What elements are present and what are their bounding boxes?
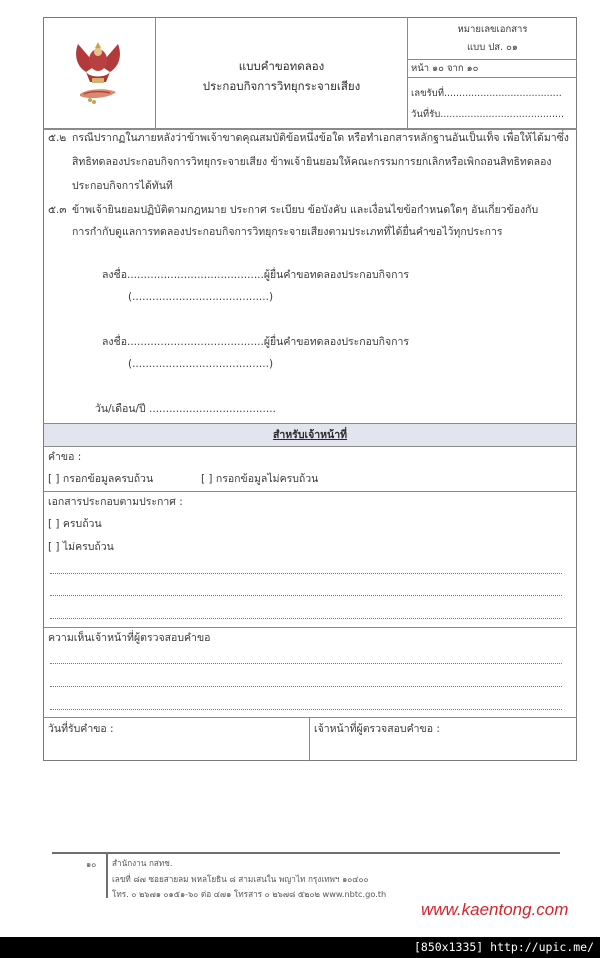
receipt-date-field[interactable]: วันที่รับ......................................... xyxy=(411,109,565,120)
signature-2-line[interactable]: ลงชื่อ.........................................ผู้ยื่นคำขอทดลองประกอบกิจการ xyxy=(102,336,410,348)
footer-rule xyxy=(52,852,560,854)
image-host-text: [850x1335] http://upic.me/ xyxy=(413,940,594,954)
form-title-line2: ประกอบกิจการวิทยุกระจายเสียง xyxy=(202,79,361,93)
image-host-bar xyxy=(0,937,600,958)
checkbox-incomplete-data[interactable]: [ ] กรอกข้อมูลไม่ครบถ้วน xyxy=(201,473,319,485)
opinion-line-1[interactable] xyxy=(50,663,562,664)
checkbox-docs-incomplete[interactable]: [ ] ไม่ครบถ้วน xyxy=(48,541,114,553)
request-row-rule xyxy=(43,491,577,492)
bottom-row-divider xyxy=(309,717,310,761)
header-rule-page xyxy=(407,77,577,78)
receipt-number-field[interactable]: เลขรับที่....................................... xyxy=(411,88,562,99)
documents-row-rule xyxy=(43,627,577,628)
garuda-emblem-icon xyxy=(70,38,126,108)
footer-vertical-rule xyxy=(106,852,108,898)
opinion-row-rule xyxy=(43,717,577,718)
clause-5-3-line1: ข้าพเจ้ายินยอมปฏิบัติตามกฎหมาย ประกาศ ระเบียบ ข้อบังคับ และเงื่อนไขข้อกำหนดใดๆ อันเกี่ยวข้องกับ xyxy=(72,204,539,216)
signature-1-line[interactable]: ลงชื่อ.........................................ผู้ยื่นคำขอทดลองประกอบกิจการ xyxy=(102,269,410,281)
clause-5-3-number: ๕.๓ xyxy=(48,204,67,216)
doc-form-code: แบบ ปส. ๐๑ xyxy=(467,42,518,53)
footer-address: เลขที่ ๘๗ ซอยสายลม พหลโยธิน ๘ สามเสนใน พญาไท กรุงเทพฯ ๑๐๔๐๐ xyxy=(112,874,369,884)
footer-office: สำนักงาน กสทช. xyxy=(112,858,173,868)
clause-5-2-line2: สิทธิทดลองประกอบกิจการวิทยุกระจายเสียง ข้าพเจ้ายินยอมให้คณะกรรมการยกเลิกหรือเพิกถอนสิทธิทดลอง xyxy=(72,156,552,168)
officer-band-bottom-rule xyxy=(43,446,577,447)
request-label: คำขอ : xyxy=(48,451,82,463)
clause-5-3-line2: การกำกับดูแลการทดลองประกอบกิจการวิทยุกระจายเสียงตามประเภทที่ได้ยื่นคำขอไว้ทุกประการ xyxy=(72,226,503,238)
opinion-label: ความเห็นเจ้าหน้าที่ผู้ตรวจสอบคำขอ xyxy=(48,632,211,644)
footer-contact: โทร. ๐ ๒๖๗๑ ๐๑๕๑-๖๐ ต่อ ๔๗๑ โทรสาร ๐ ๒๖๗๘ ๕๒๐๒ www.nbtc.go.th xyxy=(112,889,387,899)
clause-5-2-number: ๕.๒ xyxy=(48,132,67,144)
clause-5-2-line3: ประกอบกิจการได้ทันที xyxy=(72,180,173,192)
footer-page-number: ๑๐ xyxy=(86,859,97,869)
page-info: หน้า ๑๐ จาก ๑๐ xyxy=(411,63,479,74)
documents-label: เอกสารประกอบตามประกาศ : xyxy=(48,496,183,508)
watermark-link: www.kaentong.com xyxy=(421,900,569,919)
inspector-label: เจ้าหน้าที่ผู้ตรวจสอบคำขอ : xyxy=(314,723,440,735)
checkbox-docs-complete[interactable]: [ ] ครบถ้วน xyxy=(48,518,102,530)
documents-note-line-3[interactable] xyxy=(50,618,562,619)
officer-section-title: สำหรับเจ้าหน้าที่ xyxy=(272,429,348,441)
signature-1-name[interactable]: (.........................................) xyxy=(128,291,274,303)
header-bottom-rule xyxy=(43,128,577,130)
documents-note-line-1[interactable] xyxy=(50,573,562,574)
opinion-line-3[interactable] xyxy=(50,709,562,710)
documents-note-line-2[interactable] xyxy=(50,595,562,596)
received-date-label: วันที่รับคำขอ : xyxy=(48,723,114,735)
opinion-line-2[interactable] xyxy=(50,686,562,687)
doc-number-label: หมายเลขเอกสาร xyxy=(457,24,528,35)
form-title-line1: แบบคำขอทดลอง xyxy=(238,59,325,73)
date-field[interactable]: วัน/เดือน/ปี ...................................... xyxy=(95,403,276,415)
checkbox-complete-data[interactable]: [ ] กรอกข้อมูลครบถ้วน xyxy=(48,473,154,485)
header-rule-doc xyxy=(407,59,577,60)
clause-5-2-line1: กรณีปรากฏในภายหลังว่าข้าพเจ้าขาดคุณสมบัติข้อหนึ่งข้อใด หรือทำเอกสารหลักฐานอันเป็นเท็จ เพื่อให้ได้มาซึ่ง xyxy=(72,132,569,144)
signature-2-name[interactable]: (.........................................) xyxy=(128,358,274,370)
